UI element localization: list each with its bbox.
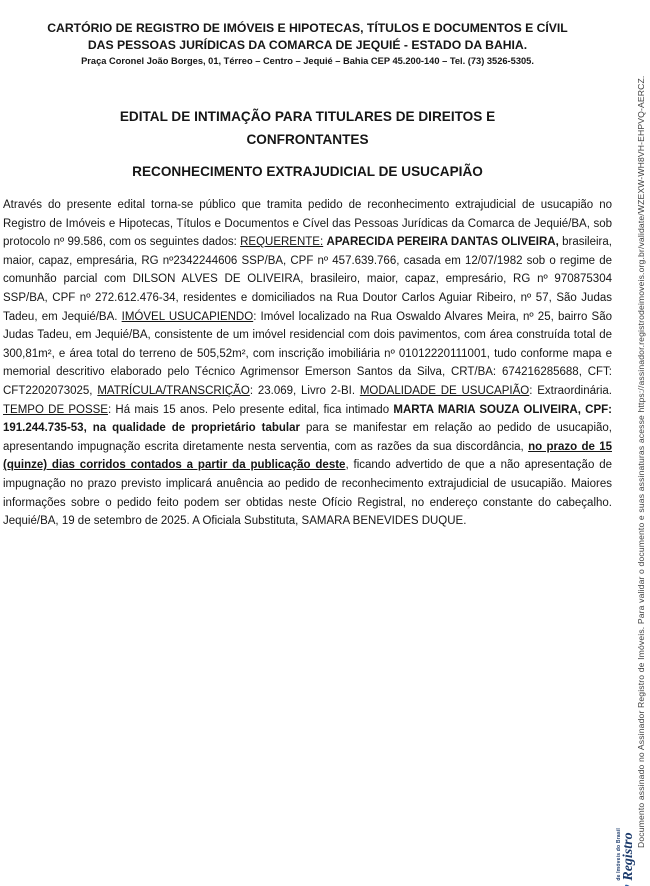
body-segment: brasileira, maior, capaz, empresária, RG nº2342244606 SSP/BA, CPF nº 457.639.766, casada em 12/07/1982 sob o regime de comunhão parcial com DILSON ALVES DE OLIVEIRA, brasileiro, maior, capaz, empresário, RG nº 970875304 SSP/BA, CPF nº 272.612.476-34, residentes e domiciliados na Rua Doutor Carlos Aguiar Ribeiro, nº 57, São Judas Tadeu, em Jequié/BA.	[3, 236, 612, 323]
cartorio-name-line2: DAS PESSOAS JURÍDICAS DA COMARCA DE JEQUIÉ - ESTADO DA BAHIA.	[87, 37, 528, 52]
body-segment: Através do presente edital torna-se público que tramita pedido de reconhecimento extrajudicial de usucapião no Registro de Imóveis e Hipotecas, Títulos e Documentos e Cível das Pessoas Jurídicas da Comarca de Jequié/BA, sob protocolo nº 99.586, com os seguintes dados:	[3, 199, 612, 249]
body-segment: : Há mais 15 anos. Pelo presente edital, fica intimado	[107, 403, 394, 416]
document-title-line2: CONFRONTANTES	[246, 132, 369, 147]
registro-logo-rotated	[604, 828, 648, 886]
body-segment: no prazo de 15 (quinze) dias corridos contados a partir da publicação deste	[3, 440, 612, 472]
letterhead	[3, 20, 612, 68]
body-segment: : Imóvel localizado na Rua Oswaldo Alvares Meira, nº 25, bairro São Judas Tadeu, em Jequié/BA, consistente de um imóvel residencial com dois pavimentos, com área construída total de 300,81m², e área total do terreno de 505,52m², com inscrição imobiliária nº 01012220111001, tudo conforme mapa e memorial descritivo elaborado pelo Técnico Agrimensor Emerson Santos da Silva, CRT/BA: 674216285688, CFT: CFT2202073025,	[3, 310, 612, 397]
registro-logo-tagline: de Imóveis do Brasil	[615, 828, 622, 881]
body-segment: para se manifestar em relação ao pedido de usucapião, apresentando impugnação escrita diretamente nesta serventia, com as razões da sua discordância,	[3, 422, 612, 453]
body-segment: REQUERENTE:	[240, 236, 324, 249]
body-segment: , ficando advertido de que a não apresentação de impugnação no prazo previsto implicará anuência ao pedido de reconhecimento extrajudicial de usucapião. Maiores informações sobre o pedido feito podem ser obtidas neste Ofício Registral, no endereço constante do cabeçalho. Jequié/BA, 19 de setembro de 2025. A Oficiala Substituta, SAMARA BENEVIDES DUQUE.	[3, 459, 612, 528]
edital-paragraph	[3, 196, 612, 531]
signature-validation-text: Documento assinado no Assinador Registro de Imóveis. Para validar o documento e suas assinaturas acesse https://assinador.registrodeimoveis.org.br/validate/WZEXW-WH8VH-EHPVQ-AERCZ.	[636, 75, 646, 848]
body-segment: : 23.069, Livro 2-BI.	[249, 384, 360, 397]
document-content	[3, 20, 612, 531]
body-segment: MARTA MARIA SOUZA OLIVEIRA, CPF: 191.244.735-53, na qualidade de proprietário tabular	[3, 403, 612, 435]
cartorio-address: Praça Coronel João Borges, 01, Térreo – Centro – Jequié – Bahia CEP 45.200-140 – Tel. (73) 3526-5305.	[81, 56, 534, 66]
registro-de-imoveis-logo	[604, 828, 650, 886]
body-segment: APARECIDA PEREIRA DANTAS OLIVEIRA,	[326, 236, 559, 249]
body-segment: MODALIDADE DE USUCAPIÃO	[359, 384, 530, 397]
registro-logo-wordmark: Registro	[620, 832, 636, 881]
document-subtitle: RECONHECIMENTO EXTRAJUDICIAL DE USUCAPIÃO	[132, 164, 483, 179]
body-segment: IMÓVEL USUCAPIENDO	[121, 310, 254, 323]
body-segment: : Extraordinária.	[529, 384, 613, 397]
body-segment: MATRÍCULA/TRANSCRIÇÃO	[97, 384, 250, 397]
document-title-line1: EDITAL DE INTIMAÇÃO PARA TITULARES DE DIREITOS E	[119, 109, 496, 124]
document-title	[3, 105, 612, 151]
cartorio-name-line1: CARTÓRIO DE REGISTRO DE IMÓVEIS E HIPOTECAS, TÍTULOS E DOCUMENTOS E CÍVIL	[47, 21, 568, 35]
body-segment: TEMPO DE POSSE	[3, 403, 108, 416]
registro-logo-text	[617, 828, 636, 881]
